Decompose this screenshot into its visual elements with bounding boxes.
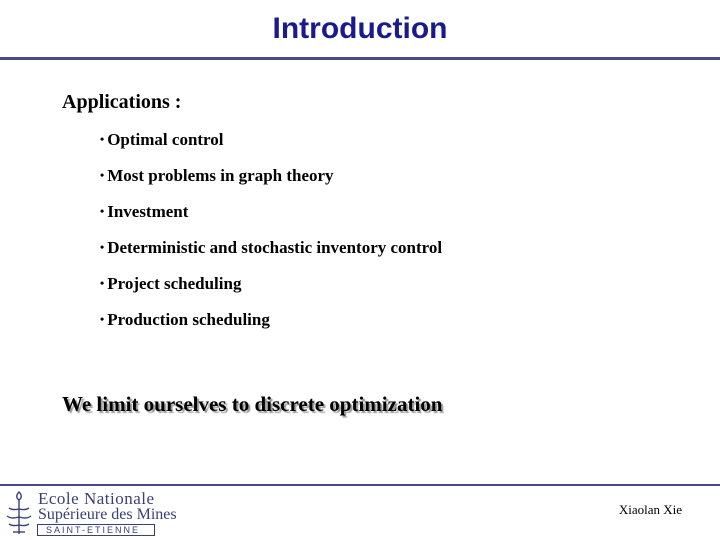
bullet-text: Investment [107, 202, 189, 221]
bullet-icon: • [100, 312, 105, 326]
bullet-text: Deterministic and stochastic inventory control [107, 238, 443, 257]
footer-rule [0, 484, 720, 486]
bullet-icon: • [100, 204, 105, 218]
bullet-item [100, 166, 442, 202]
bullet-text: Most problems in graph theory [107, 166, 334, 185]
bullet-list [100, 130, 442, 346]
logo-text-line3: SAINT-ETIENNE [37, 524, 155, 536]
logo-text-line1: Ecole Nationale [38, 489, 155, 508]
bullet-item [100, 238, 442, 274]
bullet-item [100, 130, 442, 166]
bullet-text: Production scheduling [107, 310, 270, 329]
bullet-item [100, 274, 442, 310]
bullet-icon: • [100, 132, 105, 146]
section-heading: Applications : [62, 91, 182, 113]
title-rule [0, 57, 720, 60]
bullet-icon: • [100, 240, 105, 254]
author-name: Xiaolan Xie [618, 502, 682, 517]
school-logo [4, 488, 177, 540]
bullet-text: Project scheduling [107, 274, 242, 293]
torch-emblem-icon [4, 488, 34, 538]
bullet-item [100, 310, 442, 346]
logo-text-line2: Supérieure des Mines [38, 506, 177, 523]
bullet-item [100, 202, 442, 238]
slide-title: Introduction [272, 12, 448, 45]
bullet-icon: • [100, 276, 105, 290]
bullet-icon: • [100, 168, 105, 182]
conclusion-text: We limit ourselves to discrete optimization [62, 392, 443, 416]
bullet-text: Optimal control [107, 130, 224, 149]
